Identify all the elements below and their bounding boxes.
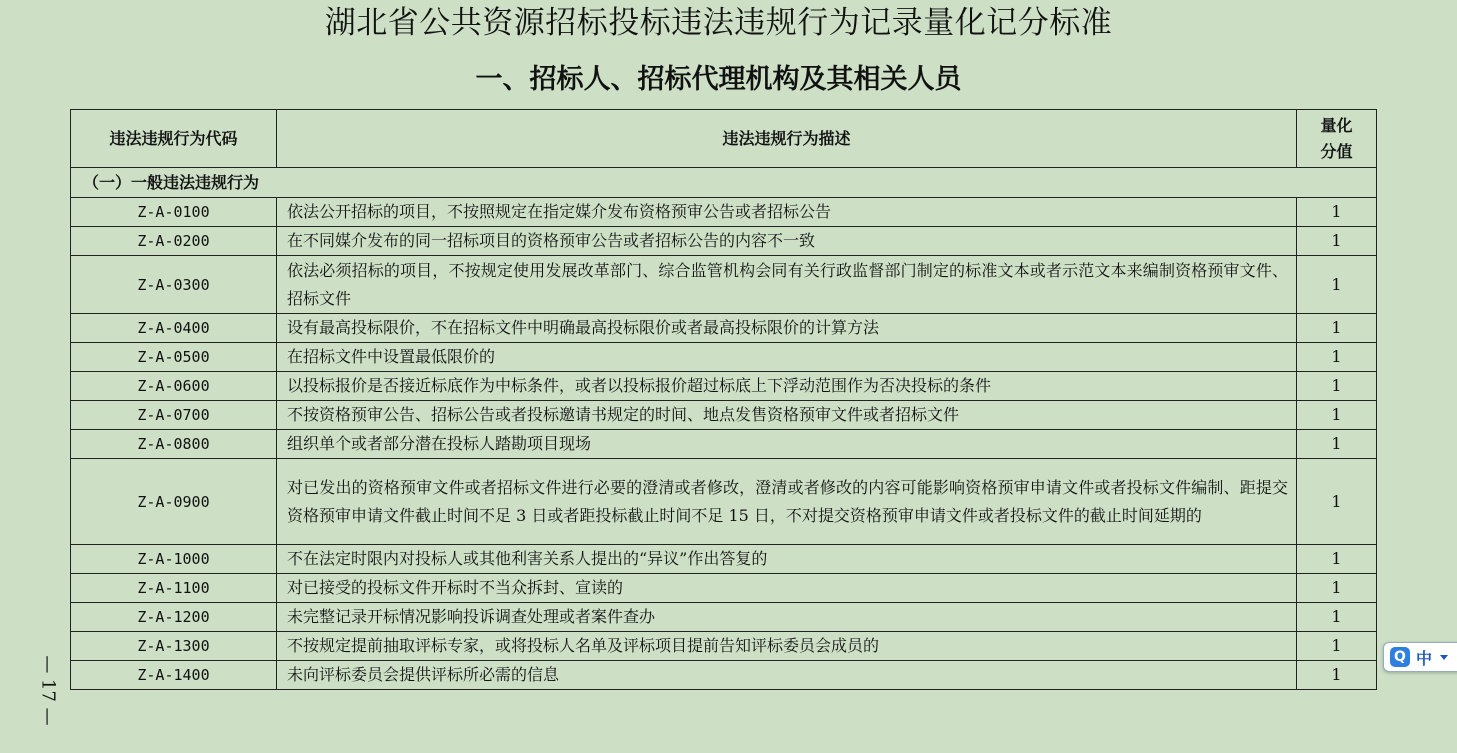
table-row [71, 343, 1377, 372]
page-number-text: — 17 — [37, 654, 59, 726]
violation-score: 1 [1297, 632, 1377, 661]
violation-code: Z-A-1200 [71, 603, 277, 632]
violation-description: 依法必须招标的项目，不按规定使用发展改革部门、综合监管机构会同有关行政监督部门制定的标准文本或者示范文本来编制资格预审文件、招标文件 [277, 256, 1297, 314]
violation-description: 未向评标委员会提供评标所必需的信息 [277, 661, 1297, 690]
document-title: 湖北省公共资源招标投标违法违规行为记录量化记分标准 [324, 5, 1113, 41]
violation-score: 1 [1297, 227, 1377, 256]
violation-scoring-table [70, 109, 1377, 690]
violation-code: Z-A-1000 [71, 545, 277, 574]
violation-score: 1 [1297, 661, 1377, 690]
violation-score: 1 [1297, 430, 1377, 459]
document-subtitle: 一、招标人、招标代理机构及其相关人员 [475, 64, 962, 95]
ime-toolbar[interactable] [1383, 642, 1457, 672]
table-row [71, 256, 1377, 314]
violation-code: Z-A-0300 [71, 256, 277, 314]
chevron-down-icon[interactable] [1440, 655, 1448, 660]
violation-description: 不在法定时限内对投标人或其他利害关系人提出的“异议”作出答复的 [277, 545, 1297, 574]
section-title: （一）一般违法违规行为 [71, 168, 1377, 198]
violation-description: 在不同媒介发布的同一招标项目的资格预审公告或者招标公告的内容不一致 [277, 227, 1297, 256]
table-row [71, 430, 1377, 459]
table-row [71, 401, 1377, 430]
violation-description: 设有最高投标限价，不在招标文件中明确最高投标限价或者最高投标限价的计算方法 [277, 314, 1297, 343]
violation-description: 组织单个或者部分潜在投标人踏勘项目现场 [277, 430, 1297, 459]
violation-score: 1 [1297, 574, 1377, 603]
page-number [36, 645, 60, 735]
table-row [71, 574, 1377, 603]
table-row [71, 314, 1377, 343]
violation-score: 1 [1297, 314, 1377, 343]
ime-search-icon[interactable]: Q [1390, 647, 1410, 667]
violation-score: 1 [1297, 545, 1377, 574]
violation-code: Z-A-1400 [71, 661, 277, 690]
violation-description: 对已发出的资格预审文件或者招标文件进行必要的澄清或者修改，澄清或者修改的内容可能影响资格预审申请文件或者投标文件编制、距提交资格预审申请文件截止时间不足 3 日或者距投标截止时间不足 15 日，不对提交资格预审申请文件或者投标文件的截止时间延期的 [277, 459, 1297, 545]
header-score-line1: 量化 [1320, 115, 1353, 135]
violation-code: Z-A-1100 [71, 574, 277, 603]
violation-code: Z-A-0500 [71, 343, 277, 372]
header-code: 违法违规行为代码 [71, 110, 277, 168]
violation-description: 依法公开招标的项目，不按照规定在指定媒介发布资格预审公告或者招标公告 [277, 198, 1297, 227]
header-description: 违法违规行为描述 [277, 110, 1297, 168]
violation-score: 1 [1297, 459, 1377, 545]
violation-description: 未完整记录开标情况影响投诉调查处理或者案件查办 [277, 603, 1297, 632]
violation-description: 不按资格预审公告、招标公告或者投标邀请书规定的时间、地点发售资格预审文件或者招标文件 [277, 401, 1297, 430]
table-row [71, 545, 1377, 574]
violation-score: 1 [1297, 372, 1377, 401]
violation-code: Z-A-0800 [71, 430, 277, 459]
violation-score: 1 [1297, 401, 1377, 430]
violation-description: 对已接受的投标文件开标时不当众拆封、宣读的 [277, 574, 1297, 603]
violation-code: Z-A-0700 [71, 401, 277, 430]
table-row [71, 227, 1377, 256]
table-row [71, 459, 1377, 545]
header-score-line2: 分值 [1320, 141, 1353, 161]
table-row [71, 372, 1377, 401]
violation-score: 1 [1297, 603, 1377, 632]
violation-description: 不按规定提前抽取评标专家，或将投标人名单及评标项目提前告知评标委员会成员的 [277, 632, 1297, 661]
table-row [71, 632, 1377, 661]
violation-code: Z-A-0100 [71, 198, 277, 227]
violation-score: 1 [1297, 343, 1377, 372]
violation-score: 1 [1297, 198, 1377, 227]
table-header-row [71, 110, 1377, 168]
section-row [71, 168, 1377, 198]
violation-description: 在招标文件中设置最低限价的 [277, 343, 1297, 372]
violation-code: Z-A-0600 [71, 372, 277, 401]
header-score [1297, 110, 1377, 168]
ime-mode-label[interactable]: 中 [1416, 648, 1433, 668]
table-row [71, 661, 1377, 690]
violation-score: 1 [1297, 256, 1377, 314]
table-row [71, 198, 1377, 227]
violation-code: Z-A-0400 [71, 314, 277, 343]
violation-code: Z-A-1300 [71, 632, 277, 661]
violation-description: 以投标报价是否接近标底作为中标条件，或者以投标报价超过标底上下浮动范围作为否决投标的条件 [277, 372, 1297, 401]
table-row [71, 603, 1377, 632]
violation-code: Z-A-0900 [71, 459, 277, 545]
violation-code: Z-A-0200 [71, 227, 277, 256]
